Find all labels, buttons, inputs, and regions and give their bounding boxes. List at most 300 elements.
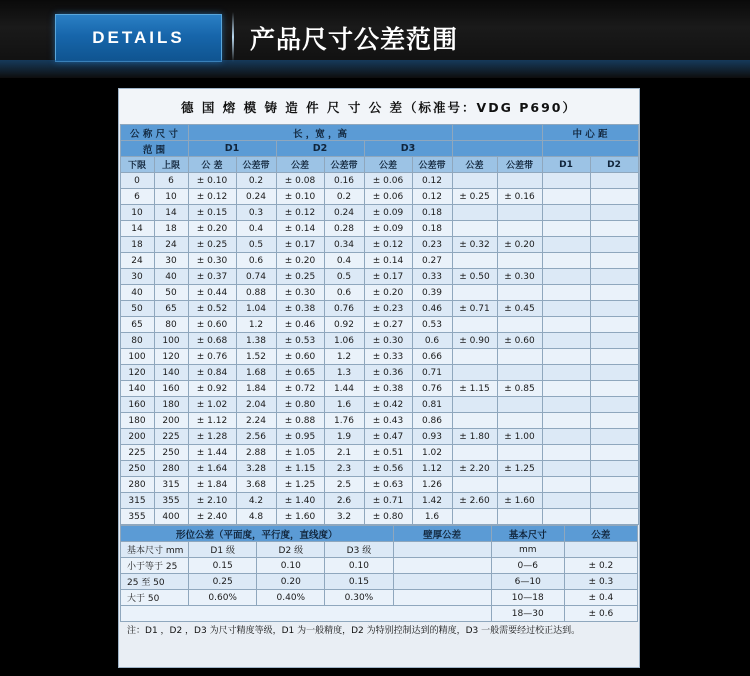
- cell-r1-c4: ± 0.10: [276, 189, 324, 205]
- cell-r8-c0: 50: [120, 301, 154, 317]
- lower-hdr-0: 基本尺寸 mm: [121, 542, 189, 558]
- cell-r3-c3: 0.4: [236, 221, 276, 237]
- cell-r21-c6: ± 0.80: [364, 509, 412, 525]
- cell-r5-c5: 0.4: [324, 253, 364, 269]
- cell-r2-c0: 10: [120, 205, 154, 221]
- cell-r3-c7: 0.18: [412, 221, 452, 237]
- cell-r5-c6: ± 0.14: [364, 253, 412, 269]
- cell-r17-c5: 2.1: [324, 445, 364, 461]
- cell-r15-c3: 2.24: [236, 413, 276, 429]
- table-row: [120, 269, 638, 285]
- table-row: [120, 221, 638, 237]
- cell-r4-c10: [542, 237, 590, 253]
- lower-blank: [393, 542, 491, 558]
- cell-r8-c7: 0.46: [412, 301, 452, 317]
- cell-r11-c3: 1.52: [236, 349, 276, 365]
- cell-r21-c2: ± 2.40: [188, 509, 236, 525]
- hdr-sub-1: 上限: [154, 157, 188, 173]
- cell-r16-c8: ± 1.80: [452, 429, 497, 445]
- cell-r3-c5: 0.28: [324, 221, 364, 237]
- cell-r15-c7: 0.86: [412, 413, 452, 429]
- cell-r6-c10: [542, 269, 590, 285]
- cell-r13-c4: ± 0.72: [276, 381, 324, 397]
- cell-r0-c9: [497, 173, 542, 189]
- cell-r11-c5: 1.2: [324, 349, 364, 365]
- cell-r20-c6: ± 0.71: [364, 493, 412, 509]
- details-tab-label: DETAILS: [92, 28, 185, 47]
- hdr-sub-9: 公差带: [497, 157, 542, 173]
- cell-r12-c9: [497, 365, 542, 381]
- cell-r12-c1: 140: [154, 365, 188, 381]
- cell-r14-c0: 160: [120, 397, 154, 413]
- cell-r19-c2: ± 1.84: [188, 477, 236, 493]
- cell-r18-c2: ± 1.64: [188, 461, 236, 477]
- cell-r6-c0: 30: [120, 269, 154, 285]
- cell-r0-c6: ± 0.06: [364, 173, 412, 189]
- cell-r9-c2: ± 0.60: [188, 317, 236, 333]
- table-row: [120, 301, 638, 317]
- cell-r4-c4: ± 0.17: [276, 237, 324, 253]
- table-row: [120, 493, 638, 509]
- cell-r9-c10: [542, 317, 590, 333]
- sheet-note: [119, 622, 639, 642]
- cell-r20-c2: ± 2.10: [188, 493, 236, 509]
- cell-r7-c3: 0.88: [236, 285, 276, 301]
- cell-r9-c9: [497, 317, 542, 333]
- cell-r20-c1: 355: [154, 493, 188, 509]
- cell-r0-c11: [590, 173, 638, 189]
- cell-r1-c10: [542, 189, 590, 205]
- cell-r7-c7: 0.39: [412, 285, 452, 301]
- cell-r0-c1: 6: [154, 173, 188, 189]
- cell-r20-c3: 4.2: [236, 493, 276, 509]
- cell-r4-c2: ± 0.25: [188, 237, 236, 253]
- cell-r20-c10: [542, 493, 590, 509]
- cell-r12-c4: ± 0.65: [276, 365, 324, 381]
- table-header-row: [120, 125, 638, 141]
- cell-r16-c4: ± 0.95: [276, 429, 324, 445]
- cell-r6-c3: 0.74: [236, 269, 276, 285]
- cell-r5-c4: ± 0.20: [276, 253, 324, 269]
- cell-r12-c11: [590, 365, 638, 381]
- cell-r11-c1: 120: [154, 349, 188, 365]
- cell-r18-c1: 280: [154, 461, 188, 477]
- cell-r9-c4: ± 0.46: [276, 317, 324, 333]
- cell-r16-c1: 225: [154, 429, 188, 445]
- cell-r7-c8: [452, 285, 497, 301]
- note-label: 注：: [127, 626, 146, 636]
- cell-r17-c9: [497, 445, 542, 461]
- cell-r5-c7: 0.27: [412, 253, 452, 269]
- cell-r13-c10: [542, 381, 590, 397]
- hdr-form-tolerance: 形位公差（平面度，平行度，直线度）: [121, 526, 394, 542]
- lower-l-0-2: 0.10: [257, 558, 325, 574]
- cell-r14-c1: 180: [154, 397, 188, 413]
- table-row: [120, 461, 638, 477]
- cell-r13-c5: 1.44: [324, 381, 364, 397]
- lower-mid-1: [393, 574, 491, 590]
- hdr-blank2: [542, 141, 638, 157]
- cell-r4-c0: 18: [120, 237, 154, 253]
- table-row: [120, 477, 638, 493]
- cell-r17-c6: ± 0.51: [364, 445, 412, 461]
- cell-r7-c5: 0.6: [324, 285, 364, 301]
- cell-r19-c4: ± 1.25: [276, 477, 324, 493]
- cell-r0-c7: 0.12: [412, 173, 452, 189]
- cell-r17-c4: ± 1.05: [276, 445, 324, 461]
- cell-r13-c8: ± 1.15: [452, 381, 497, 397]
- cell-r17-c8: [452, 445, 497, 461]
- hdr-sub-7: 公差带: [412, 157, 452, 173]
- lower-r-tol-3: ± 0.6: [564, 606, 637, 622]
- hdr-wall-thickness: 壁厚公差: [393, 526, 491, 542]
- cell-r6-c4: ± 0.25: [276, 269, 324, 285]
- cell-r19-c11: [590, 477, 638, 493]
- cell-r19-c0: 280: [120, 477, 154, 493]
- cell-r19-c3: 3.68: [236, 477, 276, 493]
- cell-r0-c4: ± 0.08: [276, 173, 324, 189]
- cell-r11-c7: 0.66: [412, 349, 452, 365]
- cell-r17-c0: 225: [120, 445, 154, 461]
- lower-l-0-3: 0.10: [325, 558, 393, 574]
- table-row: [120, 253, 638, 269]
- cell-r21-c3: 4.8: [236, 509, 276, 525]
- details-tab[interactable]: [55, 14, 222, 62]
- cell-r18-c6: ± 0.56: [364, 461, 412, 477]
- cell-r4-c7: 0.23: [412, 237, 452, 253]
- cell-r8-c3: 1.04: [236, 301, 276, 317]
- hdr-sub-11: D2: [590, 157, 638, 173]
- cell-r4-c5: 0.34: [324, 237, 364, 253]
- cell-r19-c8: [452, 477, 497, 493]
- cell-r14-c11: [590, 397, 638, 413]
- cell-r1-c1: 10: [154, 189, 188, 205]
- cell-r16-c9: ± 1.00: [497, 429, 542, 445]
- lower-l-2-3: 0.30%: [325, 590, 393, 606]
- cell-r13-c0: 140: [120, 381, 154, 397]
- cell-r10-c1: 100: [154, 333, 188, 349]
- tolerance-table: [120, 124, 639, 525]
- lower-header-row: [121, 526, 638, 542]
- cell-r10-c5: 1.06: [324, 333, 364, 349]
- hdr-sub-8: 公差: [452, 157, 497, 173]
- cell-r2-c11: [590, 205, 638, 221]
- table-row: [120, 317, 638, 333]
- cell-r17-c1: 250: [154, 445, 188, 461]
- lower-l-2-0: 大于 50: [121, 590, 189, 606]
- cell-r10-c4: ± 0.53: [276, 333, 324, 349]
- cell-r14-c3: 2.04: [236, 397, 276, 413]
- cell-r18-c4: ± 1.15: [276, 461, 324, 477]
- hdr-sub-0: 下限: [120, 157, 154, 173]
- cell-r12-c0: 120: [120, 365, 154, 381]
- cell-r7-c6: ± 0.20: [364, 285, 412, 301]
- cell-r16-c0: 200: [120, 429, 154, 445]
- table-row: [120, 349, 638, 365]
- lower-l-1-0: 25 至 50: [121, 574, 189, 590]
- cell-r13-c7: 0.76: [412, 381, 452, 397]
- cell-r12-c10: [542, 365, 590, 381]
- cell-r18-c9: ± 1.25: [497, 461, 542, 477]
- cell-r4-c9: ± 0.20: [497, 237, 542, 253]
- cell-r12-c2: ± 0.84: [188, 365, 236, 381]
- header-divider: [232, 12, 234, 62]
- cell-r7-c10: [542, 285, 590, 301]
- lower-subheader-row: [121, 542, 638, 558]
- cell-r19-c5: 2.5: [324, 477, 364, 493]
- cell-r11-c2: ± 0.76: [188, 349, 236, 365]
- cell-r8-c10: [542, 301, 590, 317]
- hdr-d1: D1: [188, 141, 276, 157]
- cell-r4-c6: ± 0.12: [364, 237, 412, 253]
- lower-mid-0: [393, 558, 491, 574]
- cell-r9-c5: 0.92: [324, 317, 364, 333]
- hdr-sub-2: 公 差: [188, 157, 236, 173]
- cell-r16-c5: 1.9: [324, 429, 364, 445]
- cell-r1-c11: [590, 189, 638, 205]
- lower-row: [121, 606, 638, 622]
- cell-r0-c10: [542, 173, 590, 189]
- cell-r1-c3: 0.24: [236, 189, 276, 205]
- cell-r8-c4: ± 0.38: [276, 301, 324, 317]
- cell-r9-c8: [452, 317, 497, 333]
- hdr-lwh: 长 ，宽 ，高: [188, 125, 452, 141]
- cell-r9-c7: 0.53: [412, 317, 452, 333]
- cell-r20-c4: ± 1.40: [276, 493, 324, 509]
- hdr-center-distance: 中 心 距: [542, 125, 638, 141]
- cell-r8-c2: ± 0.52: [188, 301, 236, 317]
- note-text: D1 ，D2 ，D3 为尺寸精度等级，D1 为一般精度，D2 为特别控制达到的精度，D3 一般需要经过校正达到。: [145, 626, 581, 636]
- cell-r5-c1: 30: [154, 253, 188, 269]
- cell-r21-c11: [590, 509, 638, 525]
- cell-r4-c8: ± 0.32: [452, 237, 497, 253]
- lower-l-0-0: 小于等于 25: [121, 558, 189, 574]
- hdr-basic-size: 基本尺寸: [491, 526, 564, 542]
- cell-r14-c10: [542, 397, 590, 413]
- table-row: [120, 509, 638, 525]
- cell-r10-c11: [590, 333, 638, 349]
- cell-r2-c5: 0.24: [324, 205, 364, 221]
- cell-r8-c1: 65: [154, 301, 188, 317]
- cell-r15-c11: [590, 413, 638, 429]
- cell-r8-c8: ± 0.71: [452, 301, 497, 317]
- cell-r1-c9: ± 0.16: [497, 189, 542, 205]
- lower-l-2-2: 0.40%: [257, 590, 325, 606]
- cell-r15-c9: [497, 413, 542, 429]
- cell-r10-c7: 0.6: [412, 333, 452, 349]
- cell-r21-c7: 1.6: [412, 509, 452, 525]
- cell-r15-c10: [542, 413, 590, 429]
- lower-table: [120, 525, 638, 622]
- cell-r9-c6: ± 0.27: [364, 317, 412, 333]
- cell-r6-c5: 0.5: [324, 269, 364, 285]
- cell-r7-c2: ± 0.44: [188, 285, 236, 301]
- cell-r19-c10: [542, 477, 590, 493]
- cell-r0-c0: 0: [120, 173, 154, 189]
- cell-r10-c10: [542, 333, 590, 349]
- cell-r20-c7: 1.42: [412, 493, 452, 509]
- cell-r4-c1: 24: [154, 237, 188, 253]
- cell-r9-c0: 65: [120, 317, 154, 333]
- cell-r18-c11: [590, 461, 638, 477]
- cell-r16-c2: ± 1.28: [188, 429, 236, 445]
- cell-r17-c10: [542, 445, 590, 461]
- cell-r20-c0: 315: [120, 493, 154, 509]
- cell-r3-c4: ± 0.14: [276, 221, 324, 237]
- cell-r3-c6: ± 0.09: [364, 221, 412, 237]
- cell-r18-c0: 250: [120, 461, 154, 477]
- sheet-title: 德 国 熔 模 铸 造 件 尺 寸 公 差（标准号：VDG P690）: [119, 89, 639, 124]
- cell-r1-c5: 0.2: [324, 189, 364, 205]
- table-header-row: [120, 157, 638, 173]
- hdr-tolerance: 公差: [564, 526, 637, 542]
- cell-r13-c6: ± 0.38: [364, 381, 412, 397]
- lower-row: [121, 590, 638, 606]
- banner-glow: [0, 60, 750, 78]
- lower-hdr-1: D1 级: [189, 542, 257, 558]
- cell-r0-c3: 0.2: [236, 173, 276, 189]
- cell-r15-c4: ± 0.88: [276, 413, 324, 429]
- table-row: [120, 413, 638, 429]
- cell-r15-c1: 200: [154, 413, 188, 429]
- cell-r5-c0: 24: [120, 253, 154, 269]
- cell-r4-c11: [590, 237, 638, 253]
- cell-r8-c5: 0.76: [324, 301, 364, 317]
- table-row: [120, 205, 638, 221]
- cell-r21-c5: 3.2: [324, 509, 364, 525]
- cell-r5-c10: [542, 253, 590, 269]
- lower-row: [121, 574, 638, 590]
- cell-r15-c5: 1.76: [324, 413, 364, 429]
- cell-r20-c5: 2.6: [324, 493, 364, 509]
- cell-r3-c11: [590, 221, 638, 237]
- cell-r2-c7: 0.18: [412, 205, 452, 221]
- cell-r0-c2: ± 0.10: [188, 173, 236, 189]
- cell-r8-c11: [590, 301, 638, 317]
- cell-r6-c8: ± 0.50: [452, 269, 497, 285]
- cell-r7-c0: 40: [120, 285, 154, 301]
- cell-r14-c2: ± 1.02: [188, 397, 236, 413]
- lower-left-blank: [121, 606, 492, 622]
- cell-r6-c6: ± 0.17: [364, 269, 412, 285]
- table-row: [120, 397, 638, 413]
- table-row: [120, 189, 638, 205]
- header-banner: [0, 0, 750, 78]
- cell-r21-c10: [542, 509, 590, 525]
- cell-r2-c2: ± 0.15: [188, 205, 236, 221]
- cell-r18-c10: [542, 461, 590, 477]
- cell-r8-c9: ± 0.45: [497, 301, 542, 317]
- cell-r21-c1: 400: [154, 509, 188, 525]
- cell-r11-c8: [452, 349, 497, 365]
- table-row: [120, 333, 638, 349]
- cell-r3-c8: [452, 221, 497, 237]
- cell-r7-c9: [497, 285, 542, 301]
- table-row: [120, 365, 638, 381]
- cell-r13-c11: [590, 381, 638, 397]
- hdr-range: 范 围: [120, 141, 188, 157]
- cell-r21-c9: [497, 509, 542, 525]
- table-row: [120, 429, 638, 445]
- table-row: [120, 173, 638, 189]
- cell-r11-c11: [590, 349, 638, 365]
- cell-r17-c7: 1.02: [412, 445, 452, 461]
- cell-r2-c3: 0.3: [236, 205, 276, 221]
- cell-r6-c9: ± 0.30: [497, 269, 542, 285]
- lower-unit: mm: [491, 542, 564, 558]
- cell-r17-c3: 2.88: [236, 445, 276, 461]
- cell-r2-c1: 14: [154, 205, 188, 221]
- cell-r17-c2: ± 1.44: [188, 445, 236, 461]
- hdr-sub-6: 公差: [364, 157, 412, 173]
- cell-r19-c1: 315: [154, 477, 188, 493]
- cell-r1-c6: ± 0.06: [364, 189, 412, 205]
- cell-r2-c4: ± 0.12: [276, 205, 324, 221]
- cell-r9-c11: [590, 317, 638, 333]
- cell-r7-c11: [590, 285, 638, 301]
- cell-r20-c11: [590, 493, 638, 509]
- cell-r18-c3: 3.28: [236, 461, 276, 477]
- cell-r12-c8: [452, 365, 497, 381]
- cell-r20-c8: ± 2.60: [452, 493, 497, 509]
- cell-r16-c3: 2.56: [236, 429, 276, 445]
- lower-r-size-2: 10—18: [491, 590, 564, 606]
- cell-r18-c8: ± 2.20: [452, 461, 497, 477]
- lower-blank2: [564, 542, 637, 558]
- cell-r12-c5: 1.3: [324, 365, 364, 381]
- cell-r10-c9: ± 0.60: [497, 333, 542, 349]
- cell-r18-c5: 2.3: [324, 461, 364, 477]
- table-row: [120, 381, 638, 397]
- cell-r6-c2: ± 0.37: [188, 269, 236, 285]
- cell-r3-c1: 18: [154, 221, 188, 237]
- lower-l-0-1: 0.15: [189, 558, 257, 574]
- cell-r18-c7: 1.12: [412, 461, 452, 477]
- hdr-sub-4: 公差: [276, 157, 324, 173]
- cell-r1-c0: 6: [120, 189, 154, 205]
- cell-r21-c0: 355: [120, 509, 154, 525]
- cell-r19-c9: [497, 477, 542, 493]
- cell-r10-c6: ± 0.30: [364, 333, 412, 349]
- cell-r14-c8: [452, 397, 497, 413]
- lower-r-size-0: 0—6: [491, 558, 564, 574]
- hdr-d2: D2: [276, 141, 364, 157]
- cell-r10-c2: ± 0.68: [188, 333, 236, 349]
- lower-l-1-2: 0.20: [257, 574, 325, 590]
- cell-r1-c7: 0.12: [412, 189, 452, 205]
- cell-r2-c6: ± 0.09: [364, 205, 412, 221]
- cell-r7-c1: 50: [154, 285, 188, 301]
- table-header-row: [120, 141, 638, 157]
- cell-r15-c8: [452, 413, 497, 429]
- cell-r15-c6: ± 0.43: [364, 413, 412, 429]
- cell-r1-c8: ± 0.25: [452, 189, 497, 205]
- cell-r17-c11: [590, 445, 638, 461]
- lower-mid-2: [393, 590, 491, 606]
- cell-r19-c6: ± 0.63: [364, 477, 412, 493]
- cell-r10-c3: 1.38: [236, 333, 276, 349]
- cell-r21-c8: [452, 509, 497, 525]
- lower-row: [121, 558, 638, 574]
- cell-r6-c11: [590, 269, 638, 285]
- cell-r3-c2: ± 0.20: [188, 221, 236, 237]
- table-row: [120, 285, 638, 301]
- lower-hdr-3: D3 级: [325, 542, 393, 558]
- cell-r11-c10: [542, 349, 590, 365]
- cell-r21-c4: ± 1.60: [276, 509, 324, 525]
- cell-r2-c10: [542, 205, 590, 221]
- cell-r5-c11: [590, 253, 638, 269]
